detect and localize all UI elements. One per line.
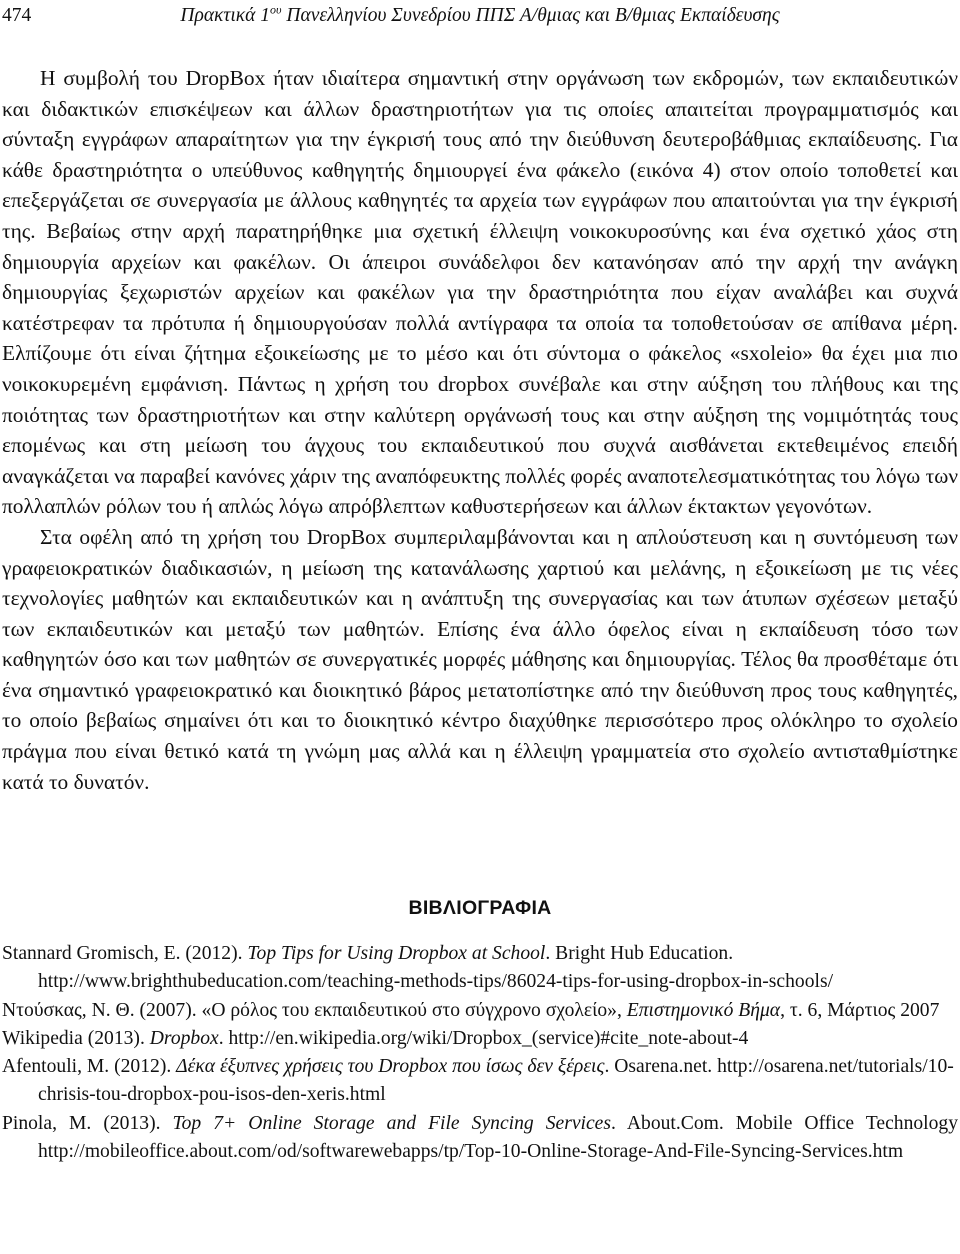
bibliography-list [2,940,958,1166]
conference-title [2,4,958,28]
reference-source: , τ. 6, Μάρτιος 2007 [780,999,940,1021]
reference-source: . Bright Hub Education. http://www.brighthubeducation.com/teaching-methods-tips/86024-tips-for-using-dropbox-in-schools/ [38,943,834,993]
reference-title: Top Tips for Using Dropbox at School [247,943,546,964]
page-number: 474 [2,5,32,26]
reference-author: Wikipedia (2013). [2,1027,150,1049]
reference-source: . About.Com. Mobile Office Technology http://mobileoffice.about.com/od/softwarewebapps/tp/Top-10-Online-Storage-And-File-Syncing-Services.htm [38,1112,959,1163]
reference-author: Pinola, M. (2013). [2,1112,173,1134]
reference-author: Afentouli, M. (2012). [2,1056,177,1078]
reference-author: Ντούσκας, Ν. Θ. (2007). «Ο ρόλος του εκπαιδευτικού στο σύγχρονο σχολείο», [2,999,627,1021]
conference-title-start: Πρακτικά 1 [180,5,271,26]
conference-title-superscript: ου [270,2,282,17]
running-header [2,4,958,28]
reference-title: Δέκα έξυπνες χρήσεις του Dropbox που ίσως δεν ξέρεις [176,1056,605,1078]
bibliography-entry [2,997,958,1025]
conference-title-end: Πανελληνίου Συνεδρίου ΠΠΣ Α/θμιας και Β/θμιας Εκπαίδευσης [281,5,780,26]
bibliography-entry [2,1025,958,1053]
paragraph-dropbox-benefits: Στα οφέλη από τη χρήση του DropBox συμπεριλαμβάνονται και η απλούστευση και η συντόμευση των γραφειοκρατικών διαδικασιών, η μείωση της κατανάλωσης χαρτιού και μελάνης, η εξοικείωση με τις νέες τεχνολογίες μαθητών και εκπαιδευτικών και η ανάπτυξη της συνεργασίας και των άτυπων σχέσεων μεταξύ των εκπαιδευτικών και μεταξύ των μαθητών. Επίσης ένα άλλο όφελος είναι η εκπαίδευση τόσο των καθηγητών όσο και των μαθητών σε συνεργατικές μορφές μάθησης και δημιουργίας. Τέλος θα προσθέταμε ότι ένα σημαντικό γραφειοκρατικό και διοικητικό βάρος μετατοπίστηκε από την διεύθυνση προς τους καθηγητές, το οποίο βεβαίως σημαίνει ότι και το διοικητικό κέντρο διαχύθηκε περισσότερο προς ολόκληρο το σχολείο πράγμα που είναι θετικό κατά τη γνώμη μας αλλά και η έλλειψη γραμματεία στο σχολείο αντισταθμίστηκε κατά το δυνατόν. [2,524,958,794]
paragraph-dropbox-role: Η συμβολή του DropBox ήταν ιδιαίτερα σημαντική στην οργάνωση των εκδρομών, των εκπαιδευτικών και διδακτικών επισκέψεων και άλλων δραστηριοτήτων για τις οποίες απαιτείται προγραμματισμός και σύνταξη εγγράφων απαραίτητων για την έγκρισή τους από την διεύθυνση δευτεροβάθμιας εκπαίδευσης. Για κάθε δραστηριότητα ο υπεύθυνος καθηγητής δημιουργεί ένα φάκελο (εικόνα 4) στον οποίο τοποθετεί και επεξεργάζεται σε συνεργασία με άλλους καθηγητές τα αρχεία των εγγράφων που απαιτούνται για την έγκρισή της. Βεβαίως στην αρχή παρατηρήθηκε μια σχετική έλλειψη νοικοκυροσύνης και ένα σχετικό χάος στη δημιουργία αρχείων και φακέλων. Οι άπειροι συνάδελφοι δεν κατανόησαν από την αρχή την ανάγκη δημιουργίας ξεχωριστών αρχείων και φακέλων για την δραστηριότητα που είχαν αναλάβει και συχνά κατέστρεφαν τα πρότυπα ή δημιουργούσαν πολλά αντίγραφα τα οποία τα τοποθετούσαν σε απίθανα μέρη. Ελπίζουμε ότι είναι ζήτημα εξοικείωσης με το μέσο και ότι σύντομα ο φάκελος «sxoleio» θα έχει μια πιο νοικοκυρεμένη εμφάνιση. Πάντως η χρήση του dropbox συνέβαλε και στην αύξηση του πλήθους και της ποιότητας των δραστηριοτήτων και στην καλύτερη οργάνωσή τους και στην αύξηση της νομιμότητάς τους επομένως και στη μείωση του άγχους του εκπαιδευτικού που συχνά αισθάνεται εκτεθειμένος επειδή αναγκάζεται να παραβεί κανόνες χάριν της αναπόφευκτης πολλές φορές αναποτελεσματικότητας του λόγω των πολλαπλών ρόλων του ή απλώς λόγω απρόβλεπτων καθυστερήσεων και άλλων έκτακτων γεγονότων. [2,66,958,519]
reference-author: Stannard Gromisch, E. (2012). [2,943,248,964]
reference-source: . http://en.wikipedia.org/wiki/Dropbox_(service)#cite_note-about-4 [218,1027,749,1049]
bibliography-entry [2,1110,958,1167]
body-text [2,63,958,797]
bibliography-entry [2,940,958,997]
reference-title: Επιστημονικό Βήμα [626,999,781,1021]
bibliography-entry [2,1053,958,1110]
bibliography-heading: ΒΙΒΛΙΟΓΡΑΦΙΑ [408,897,552,919]
reference-source: . Osarena.net. http://osarena.net/tutorials/10-chrisis-tou-dropbox-pou-isos-den-xeris.html [38,1056,954,1106]
reference-title: Dropbox [149,1027,219,1049]
reference-title: Top 7+ Online Storage and File Syncing Services [172,1112,612,1134]
